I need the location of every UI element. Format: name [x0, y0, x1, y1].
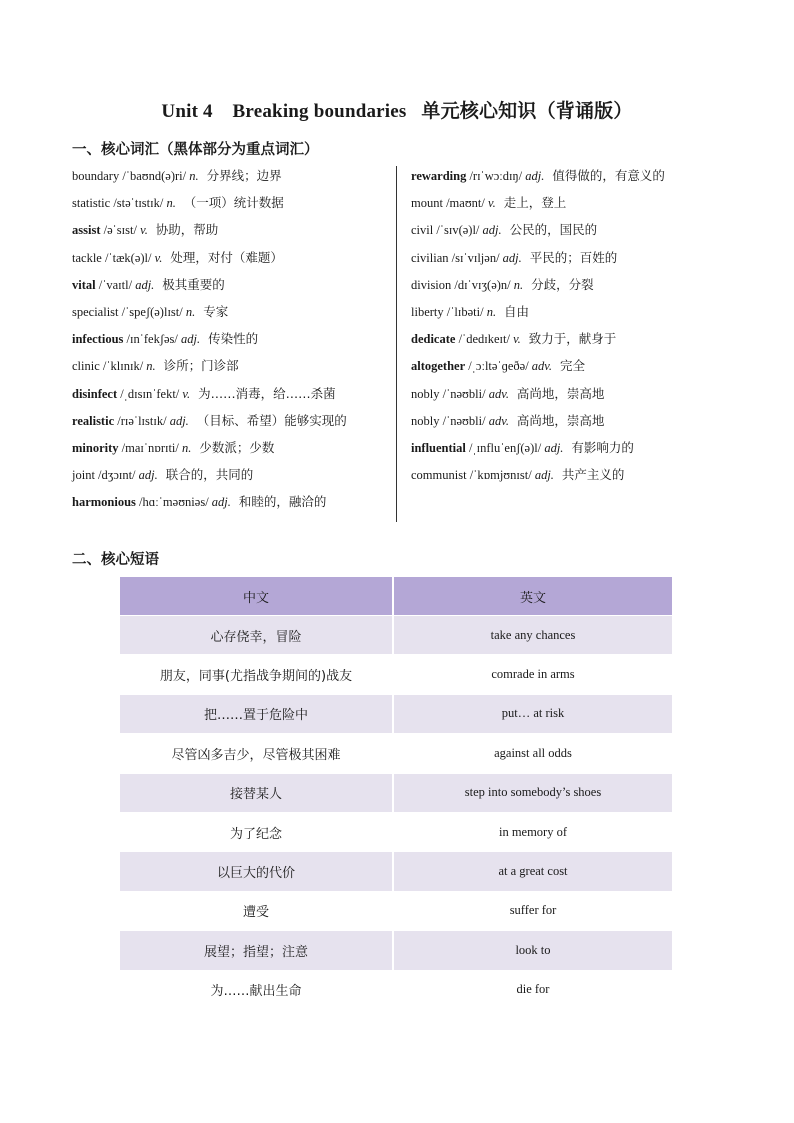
phrase-english: comrade in arms — [393, 655, 673, 694]
phrase-english: step into somebody’s shoes — [393, 773, 673, 812]
vocab-pos: adj. — [499, 250, 522, 265]
vocab-phonetic: /hɑːˈməʊniəs/ — [135, 495, 209, 510]
vocab-list-left — [72, 166, 392, 519]
table-row — [120, 655, 673, 694]
phrase-english: look to — [393, 931, 673, 970]
phrase-chinese: 接替某人 — [120, 773, 393, 812]
table-row — [120, 970, 673, 1009]
phrase-chinese: 以巨大的代价 — [120, 852, 393, 891]
vocab-entry — [72, 220, 392, 247]
vocab-pos: n. — [510, 277, 524, 292]
vocab-phonetic: /ˈvaɪtl/ — [95, 277, 133, 292]
column-divider — [396, 166, 397, 522]
vocab-entry — [411, 166, 731, 193]
phrase-english: take any chances — [393, 616, 673, 655]
vocab-pos: n. — [186, 169, 199, 183]
phrase-english: die for — [393, 970, 673, 1009]
vocab-meaning: 共产主义的 — [557, 467, 625, 483]
vocab-meaning: 分界线；边界 — [202, 168, 282, 183]
vocab-word: clinic — [72, 359, 100, 374]
vocab-phonetic: /ˈtæk(ə)l/ — [101, 250, 152, 265]
vocab-pos: n. — [182, 304, 196, 319]
vocab-word: altogether — [411, 359, 466, 374]
table-row — [120, 812, 673, 851]
vocab-entry — [72, 438, 392, 465]
vocab-phonetic: /ˌɪnfluˈenʃ(ə)l/ — [465, 440, 542, 455]
table-row — [120, 773, 673, 812]
vocab-phonetic: /ˌɔːltəˈɡeðə/ — [465, 359, 529, 374]
vocab-meaning: 自由 — [500, 303, 530, 319]
vocab-word: vital — [72, 277, 96, 292]
vocab-entry — [72, 302, 392, 329]
vocab-entry — [411, 220, 731, 247]
vocab-pos: v. — [509, 332, 521, 347]
vocab-phonetic: /ˈspeʃ(ə)lɪst/ — [118, 304, 183, 319]
vocab-pos: v. — [179, 386, 191, 401]
table-row — [120, 931, 673, 970]
vocab-word: boundary — [72, 169, 120, 183]
vocab-meaning: 为……消毒，给……杀菌 — [194, 385, 336, 401]
vocab-entry — [411, 465, 731, 492]
vocab-entry — [72, 384, 392, 411]
vocab-word: mount — [411, 196, 443, 211]
vocab-word: assist — [72, 223, 101, 238]
vocab-entry — [72, 465, 392, 492]
vocab-meaning: 少数派；少数 — [195, 439, 275, 455]
vocab-meaning: （一项）统计数据 — [179, 195, 284, 211]
vocab-pos: adj. — [208, 495, 231, 510]
vocab-word: minority — [72, 440, 119, 455]
vocab-word: liberty — [411, 304, 444, 319]
vocab-phonetic: /ˈkɒmjʊnɪst/ — [466, 468, 532, 483]
vocab-pos: n. — [143, 359, 156, 374]
vocab-phonetic: /stəˈtɪstɪk/ — [110, 196, 164, 211]
phrase-english: in memory of — [393, 812, 673, 851]
vocab-word: realistic — [72, 413, 115, 428]
vocab-pos: adj. — [541, 440, 564, 455]
vocab-entry — [411, 193, 731, 220]
vocab-phonetic: /ˈlɪbəti/ — [443, 304, 484, 319]
vocab-meaning: 值得做的，有意义的 — [548, 168, 665, 183]
vocab-word: infectious — [72, 332, 124, 347]
vocab-phonetic: /dɪˈvɪʒ(ə)n/ — [451, 277, 511, 292]
vocab-word: dedicate — [411, 332, 456, 347]
vocab-meaning: 联合的，共同的 — [161, 467, 254, 483]
vocab-entry — [411, 329, 731, 356]
phrase-english: suffer for — [393, 891, 673, 930]
header-english: 英文 — [393, 577, 673, 616]
vocab-pos: adj. — [135, 468, 158, 483]
vocab-phonetic: /ˈbaʊnd(ə)ri/ — [119, 169, 187, 183]
vocab-meaning: 诊所；门诊部 — [159, 358, 239, 374]
vocab-entry — [72, 193, 392, 220]
vocab-entry — [72, 329, 392, 356]
vocab-pos: v. — [484, 196, 496, 211]
vocab-meaning: 平民的；百姓的 — [525, 249, 618, 265]
vocab-meaning: 完全 — [556, 358, 586, 374]
phrase-english: at a great cost — [393, 852, 673, 891]
vocab-phonetic: /maʊnt/ — [442, 196, 485, 211]
phrase-chinese: 遭受 — [120, 891, 393, 930]
table-row — [120, 694, 673, 733]
phrase-chinese: 心存侥幸，冒险 — [120, 616, 393, 655]
table-header-row — [120, 577, 673, 616]
vocab-word: civil — [411, 223, 434, 238]
vocab-word: communist — [411, 468, 467, 483]
vocab-phonetic: /ˌdɪsɪnˈfekt/ — [117, 386, 180, 401]
phrase-chinese: 朋友，同事(尤指战争期间的)战友 — [120, 655, 393, 694]
vocab-meaning: 高尚地，崇高地 — [512, 385, 605, 401]
vocab-phonetic: /ˈnəʊbli/ — [439, 386, 486, 401]
vocab-word: civilian — [411, 250, 449, 265]
vocab-meaning: 和睦的，融洽的 — [234, 494, 327, 510]
vocab-word: nobly — [411, 386, 440, 401]
vocab-entry — [411, 384, 731, 411]
table-row — [120, 852, 673, 891]
vocab-phonetic: /ˈnəʊbli/ — [439, 413, 486, 428]
vocab-word: harmonious — [72, 495, 136, 510]
vocab-meaning: 致力于，献身于 — [524, 331, 617, 347]
phrase-chinese: 把……置于危险中 — [120, 694, 393, 733]
vocab-meaning: 有影响力的 — [567, 439, 634, 455]
phrase-table — [120, 577, 674, 1010]
vocab-phonetic: /ˈklɪnɪk/ — [99, 359, 144, 374]
vocab-word: disinfect — [72, 386, 118, 401]
vocab-entry — [72, 492, 392, 519]
vocab-meaning: 分歧，分裂 — [527, 276, 594, 292]
vocab-pos: n. — [483, 304, 497, 319]
vocab-phonetic: /ɪnˈfekʃəs/ — [123, 332, 178, 347]
vocab-entry — [411, 302, 731, 329]
vocab-entry — [411, 356, 731, 383]
vocab-meaning: （目标、希望）能够实现的 — [192, 412, 347, 428]
vocab-word: statistic — [72, 196, 111, 211]
vocab-phonetic: /sɪˈvɪljən/ — [448, 250, 500, 265]
vocab-entry — [72, 411, 392, 438]
phrase-chinese: 展望；指望；注意 — [120, 931, 393, 970]
vocab-pos: adj. — [132, 277, 155, 292]
vocab-pos: n. — [163, 196, 176, 211]
vocab-meaning: 专家 — [199, 303, 229, 319]
vocab-meaning: 走上，登上 — [499, 195, 567, 211]
page-title: Unit 4 Breaking boundaries 单元核心知识（背诵版） — [161, 101, 633, 122]
phrase-chinese: 尽管凶多吉少，尽管极其困难 — [120, 734, 393, 773]
vocab-phonetic: /ˈdedɪkeɪt/ — [455, 332, 510, 347]
vocab-entry — [72, 248, 392, 275]
vocab-pos: adv. — [485, 413, 509, 428]
vocab-phonetic: /maɪˈnɒrɪti/ — [118, 440, 179, 455]
vocab-entry — [411, 275, 731, 302]
vocab-word: nobly — [411, 413, 440, 428]
vocab-entry — [72, 166, 392, 193]
vocab-phonetic: /rɪəˈlɪstɪk/ — [114, 413, 167, 428]
vocab-pos: adj. — [166, 413, 189, 428]
vocab-entry — [72, 356, 392, 383]
vocab-word: division — [411, 277, 452, 292]
phrase-english: put… at risk — [393, 694, 673, 733]
vocab-entry — [411, 248, 731, 275]
vocab-pos: adj. — [522, 169, 545, 183]
vocab-pos: adj. — [531, 468, 554, 483]
vocab-pos: adj. — [479, 223, 502, 238]
vocab-phonetic: /dʒɔɪnt/ — [94, 468, 136, 483]
vocab-section-heading: 一、核心词汇（黑体部分为重点词汇） — [72, 142, 319, 158]
phrase-chinese: 为了纪念 — [120, 812, 393, 851]
vocab-pos: n. — [178, 440, 192, 455]
phrase-chinese: 为……献出生命 — [120, 970, 393, 1009]
vocab-pos: v. — [151, 250, 163, 265]
table-row — [120, 891, 673, 930]
vocab-phonetic: /rɪˈwɔːdɪŋ/ — [466, 169, 523, 183]
phrase-english: against all odds — [393, 734, 673, 773]
vocab-pos: adv. — [528, 359, 553, 374]
vocab-meaning: 公民的，国民的 — [505, 222, 598, 238]
vocab-phonetic: /əˈsɪst/ — [100, 223, 137, 238]
vocab-meaning: 高尚地，崇高地 — [512, 412, 605, 428]
header-chinese: 中文 — [120, 577, 393, 616]
phrase-section-heading: 二、核心短语 — [72, 552, 159, 568]
vocab-pos: v. — [136, 223, 148, 238]
vocab-entry — [411, 411, 731, 438]
vocab-word: influential — [411, 440, 466, 455]
table-row — [120, 734, 673, 773]
vocab-pos: adv. — [485, 386, 509, 401]
vocab-word: joint — [72, 468, 95, 483]
vocab-phonetic: /ˈsɪv(ə)l/ — [433, 223, 480, 238]
vocab-list-right — [411, 166, 731, 492]
vocab-word: specialist — [72, 304, 119, 319]
table-row — [120, 616, 673, 655]
vocab-word: tackle — [72, 250, 102, 265]
vocab-entry — [411, 438, 731, 465]
vocab-pos: adj. — [177, 332, 201, 347]
vocab-meaning: 极其重要的 — [158, 276, 225, 292]
vocab-entry — [72, 275, 392, 302]
vocab-meaning: 处理，对付（难题） — [166, 249, 283, 265]
vocab-meaning: 传染性的 — [204, 331, 259, 347]
vocab-word: rewarding — [411, 169, 467, 183]
vocab-meaning: 协助，帮助 — [151, 222, 219, 238]
